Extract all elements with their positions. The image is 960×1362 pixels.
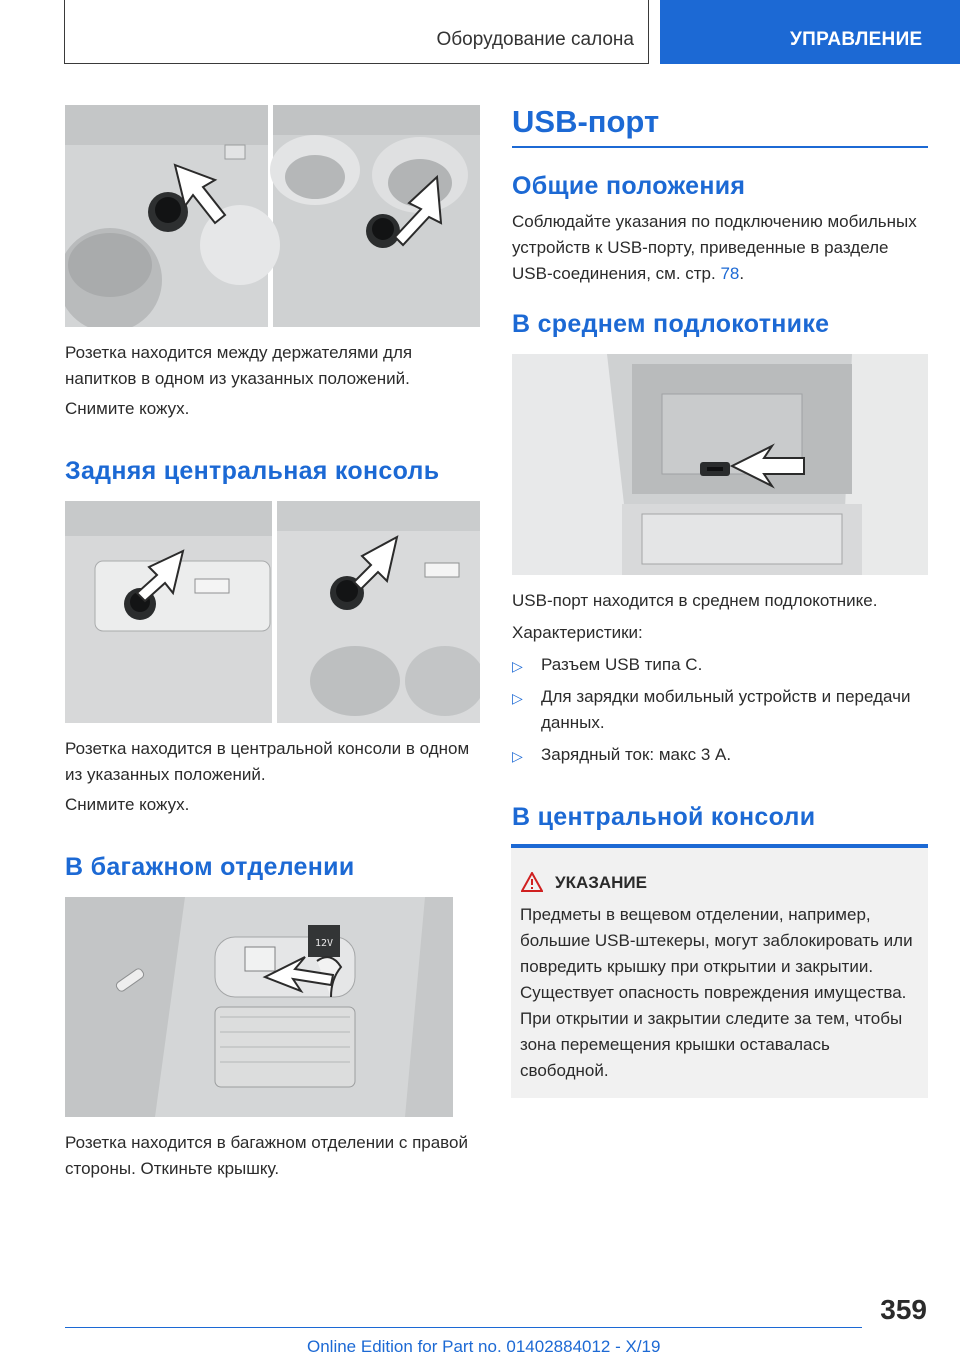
trunk-12v-label: 12V xyxy=(314,938,334,949)
usb-port-title: USB-порт xyxy=(512,104,660,139)
header-section-box xyxy=(64,0,649,64)
warning-triangle-icon xyxy=(521,872,543,892)
trunk-socket-image xyxy=(65,897,453,1117)
specs-label: Характеристики: xyxy=(512,623,643,642)
rear-console-action: Снимите кожух. xyxy=(65,795,190,814)
armrest-heading: В среднем подлокотнике xyxy=(512,310,830,338)
general-text xyxy=(512,209,932,287)
notice-box xyxy=(511,844,928,1098)
footer-rule xyxy=(65,1327,862,1328)
general-heading: Общие положения xyxy=(512,172,746,200)
title-underline xyxy=(512,146,928,148)
rear-console-caption: Розетка находится в центральной консоли в одном из указанных положений. xyxy=(65,739,470,784)
spec-bullet-item xyxy=(512,684,932,736)
spec-bullet-item xyxy=(512,742,932,768)
page-number: 359 xyxy=(880,1294,927,1325)
rear-console-socket-image xyxy=(65,501,480,723)
console-heading: В центральной консоли xyxy=(512,803,816,831)
cupholder-socket-image xyxy=(65,105,480,327)
page-78-link[interactable]: 78 xyxy=(720,264,740,283)
cupholder-action: Снимите кожух. xyxy=(65,399,190,418)
bullet-triangle-icon: ▷ xyxy=(512,748,523,764)
notice-text: Предметы в вещевом отделении, например, большие USB-штекеры, могут заблокировать или повредить крышку при открытии и закрытии. Существует опасность повреждения имущества. При открытии и закрытии следите за тем, чтобы зона перемещения крышки оставалась свободной. xyxy=(520,905,913,1080)
spec-bullet-item xyxy=(512,652,932,678)
bullet-triangle-icon: ▷ xyxy=(512,658,523,674)
cupholder-caption: Розетка находится между держателями для напитков в одном из указанных положений. xyxy=(65,343,413,388)
header-chapter-tab[interactable] xyxy=(660,0,960,64)
trunk-heading: В багажном отделении xyxy=(65,853,355,881)
general-text-suffix: . xyxy=(739,264,745,283)
trunk-caption: Розетка находится в багажном отделении с правой стороны. Откиньте крышку. xyxy=(65,1133,468,1178)
header-section-title: Оборудование салона xyxy=(436,29,634,50)
header-chapter-title: УПРАВЛЕНИЕ xyxy=(790,29,923,50)
footer-edition: Online Edition for Part no. 01402884012 - X/19 xyxy=(307,1337,661,1356)
general-text-prefix: Соблюдайте указания по подключению мобильных устройств к USB-порту, приведенные в разделе USB-соединения, см. стр. xyxy=(512,212,917,283)
bullet-triangle-icon: ▷ xyxy=(512,690,523,706)
spec-bullet-text: Для зарядки мобильный устройств и передачи данных. xyxy=(541,687,911,732)
armrest-caption: USB-порт находится в среднем подлокотнике. xyxy=(512,591,878,610)
notice-title: УКАЗАНИЕ xyxy=(555,873,647,892)
rear-console-heading: Задняя центральная консоль xyxy=(65,457,440,485)
spec-bullet-text: Зарядный ток: макс 3 А. xyxy=(541,745,732,764)
spec-bullet-text: Разъем USB типа C. xyxy=(541,655,703,674)
armrest-usb-image xyxy=(512,354,928,575)
